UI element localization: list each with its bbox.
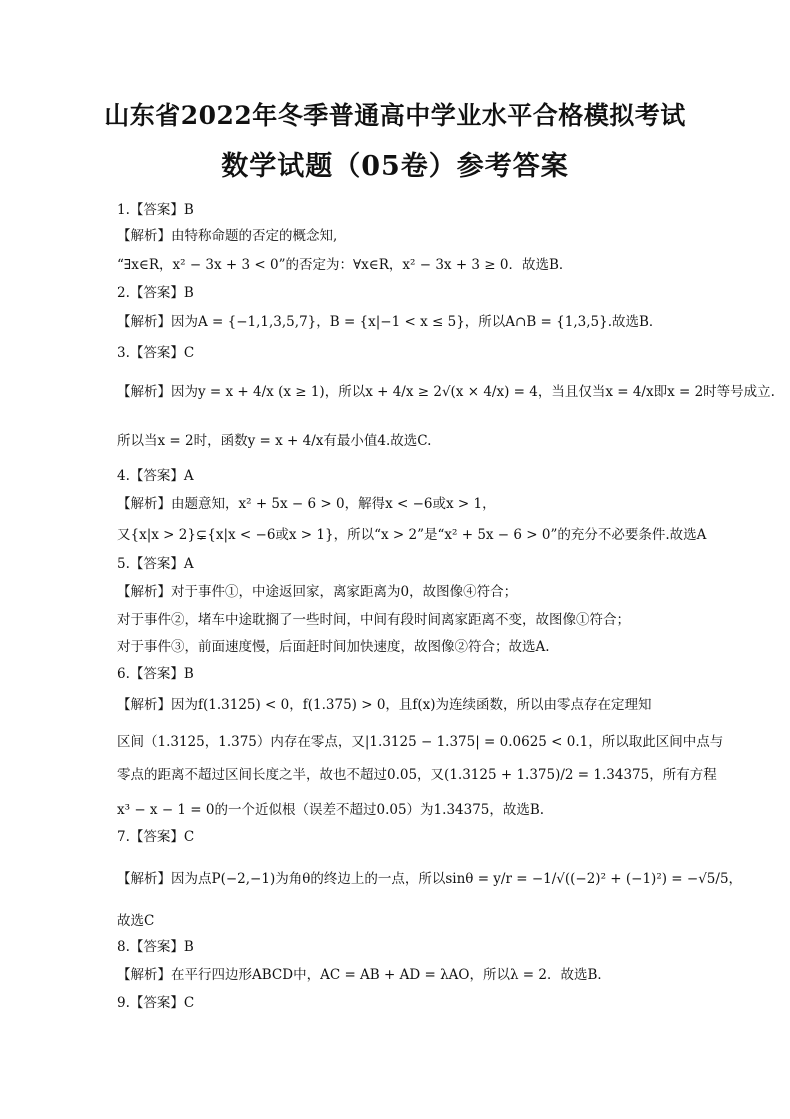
- q8-analysis-1: 【解析】在平行四边形ABCD中，AC = AB + AD = λAO，所以λ = 2．故选B．: [117, 967, 611, 983]
- q9-answer: 9.【答案】C: [117, 995, 195, 1011]
- q5-analysis-3: 对于事件③，前面速度慢，后面赶时间加快速度，故图像②符合；故选A.: [117, 639, 550, 655]
- q3-analysis-2: 所以当x = 2时，函数y = x + 4/x有最小值4.故选C.: [117, 433, 432, 449]
- q6-analysis-4: x³ − x − 1 = 0的一个近似根（误差不超过0.05）为1.34375，故选B.: [117, 802, 545, 818]
- q5-answer: 5.【答案】A: [117, 556, 194, 572]
- q6-analysis-3: 零点的距离不超过区间长度之半，故也不超过0.05，又(1.3125 + 1.375)/2 = 1.34375，所有方程: [117, 767, 717, 783]
- q6-analysis-2: 区间（1.3125，1.375）内存在零点，又|1.3125 − 1.375| = 0.0625 < 0.1，所以取此区间中点与: [117, 734, 724, 750]
- q5-analysis-2: 对于事件②，堵车中途耽搁了一些时间，中间有段时间离家距离不变，故图像①符合；: [117, 612, 630, 628]
- q4-analysis-1: 【解析】由题意知，x² + 5x − 6 > 0，解得x < −6或x > 1，: [117, 496, 496, 512]
- q4-answer: 4.【答案】A: [117, 468, 194, 484]
- exam-title: 山东省2022年冬季普通高中学业水平合格模拟考试: [104, 101, 686, 130]
- q7-analysis-2: 故选C: [117, 913, 155, 929]
- q8-answer: 8.【答案】B: [117, 939, 194, 955]
- q3-analysis-1: 【解析】因为y = x + 4/x (x ≥ 1)，所以x + 4/x ≥ 2√(x × 4/x) = 4，当且仅当x = 4/x即x = 2时等号成立.: [117, 384, 775, 400]
- q7-answer: 7.【答案】C: [117, 829, 195, 845]
- q2-answer: 2.【答案】B: [117, 285, 194, 301]
- q7-analysis-1: 【解析】因为点P(−2,−1)为角θ的终边上的一点，所以sinθ = y/r = −1/√((−2)² + (−1)²) = −√5/5，: [117, 871, 743, 887]
- q3-answer: 3.【答案】C: [117, 345, 195, 361]
- answer-key-title: 数学试题（05卷）参考答案: [221, 151, 569, 182]
- q1-answer: 1.【答案】B: [117, 202, 194, 218]
- q2-analysis-1: 【解析】因为A = {−1,1,3,5,7}，B = {x|−1 < x ≤ 5}，所以A∩B = {1,3,5}.故选B．: [117, 314, 663, 330]
- q6-analysis-1: 【解析】因为f(1.3125) < 0，f(1.375) > 0，且f(x)为连续函数，所以由零点存在定理知: [117, 697, 652, 713]
- q1-analysis-2: “∃x∈R，x² − 3x + 3 < 0”的否定为：∀x∈R，x² − 3x + 3 ≥ 0．故选B．: [117, 257, 573, 273]
- q4-analysis-2: 又{x|x > 2}⊊{x|x < −6或x > 1}，所以“x > 2”是“x² + 5x − 6 > 0”的充分不必要条件.故选A: [117, 527, 707, 543]
- q1-analysis-1: 【解析】由特称命题的否定的概念知,: [117, 228, 338, 244]
- q6-answer: 6.【答案】B: [117, 666, 194, 682]
- q5-analysis-1: 【解析】对于事件①，中途返回家，离家距离为0，故图像④符合；: [117, 584, 518, 600]
